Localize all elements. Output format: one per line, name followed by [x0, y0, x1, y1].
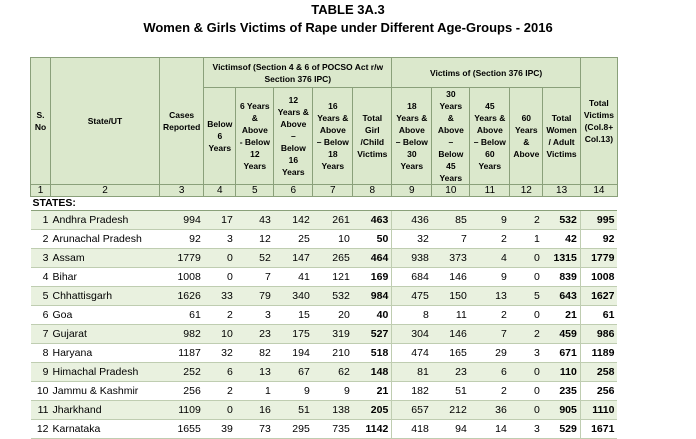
row-value-col-10: 373 — [432, 249, 470, 268]
row-value-col-5: 73 — [236, 420, 274, 439]
row-value-col-4: 17 — [204, 211, 236, 230]
row-value-col-3: 92 — [160, 230, 204, 249]
row-value-col-8: 169 — [353, 268, 392, 287]
row-value-col-4: 2 — [204, 382, 236, 401]
row-value-col-3: 1187 — [160, 344, 204, 363]
row-value-col-14: 256 — [580, 382, 617, 401]
row-sno: 8 — [31, 344, 51, 363]
column-number: 7 — [313, 185, 353, 197]
row-sno: 2 — [31, 230, 51, 249]
row-value-col-5: 3 — [236, 306, 274, 325]
row-value-col-6: 340 — [274, 287, 313, 306]
row-value-col-11: 9 — [470, 268, 510, 287]
row-value-col-4: 0 — [204, 401, 236, 420]
section-label-states: STATES: — [31, 197, 618, 211]
row-value-col-10: 150 — [432, 287, 470, 306]
row-value-col-12: 5 — [510, 287, 543, 306]
row-value-col-7: 265 — [313, 249, 353, 268]
row-sno: 6 — [31, 306, 51, 325]
row-value-col-13: 643 — [543, 287, 581, 306]
row-value-col-14: 1627 — [580, 287, 617, 306]
row-value-col-5: 1 — [236, 382, 274, 401]
column-number: 2 — [51, 185, 160, 197]
row-value-col-7: 62 — [313, 363, 353, 382]
row-value-col-9: 436 — [392, 211, 432, 230]
row-value-col-14: 995 — [580, 211, 617, 230]
row-value-col-4: 2 — [204, 306, 236, 325]
row-value-col-8: 50 — [353, 230, 392, 249]
row-value-col-7: 121 — [313, 268, 353, 287]
row-value-col-12: 3 — [510, 420, 543, 439]
row-value-col-6: 175 — [274, 325, 313, 344]
row-value-col-11: 14 — [470, 420, 510, 439]
row-value-col-3: 1626 — [160, 287, 204, 306]
table-row — [31, 325, 618, 344]
row-value-col-13: 839 — [543, 268, 581, 287]
row-value-col-12: 0 — [510, 382, 543, 401]
row-value-col-13: 905 — [543, 401, 581, 420]
row-value-col-4: 3 — [204, 230, 236, 249]
row-value-col-4: 10 — [204, 325, 236, 344]
column-number: 1 — [31, 185, 51, 197]
row-value-col-8: 1142 — [353, 420, 392, 439]
table-row — [31, 382, 618, 401]
row-value-col-6: 51 — [274, 401, 313, 420]
row-value-col-11: 29 — [470, 344, 510, 363]
row-value-col-8: 464 — [353, 249, 392, 268]
header-sub-col-6: 12 Years & Above – Below 16 Years — [274, 88, 313, 185]
table-number: TABLE 3A.3 — [311, 2, 385, 17]
header-sub-col-4: Below 6 Years — [204, 88, 236, 185]
column-number: 6 — [274, 185, 313, 197]
column-number: 10 — [432, 185, 470, 197]
header-group-pocso: Victimsof (Section 4 & 6 of POCSO Act r/w Section 376 IPC) — [204, 58, 392, 88]
row-value-col-5: 7 — [236, 268, 274, 287]
row-value-col-8: 148 — [353, 363, 392, 382]
row-value-col-8: 527 — [353, 325, 392, 344]
column-number: 8 — [353, 185, 392, 197]
row-value-col-6: 25 — [274, 230, 313, 249]
row-value-col-9: 474 — [392, 344, 432, 363]
row-value-col-12: 0 — [510, 363, 543, 382]
header-sub-col-13: Total Women / Adult Victims — [543, 88, 581, 185]
column-number: 9 — [392, 185, 432, 197]
row-value-col-12: 3 — [510, 344, 543, 363]
header-group-ipc: Victims of (Section 376 IPC) — [392, 58, 581, 88]
header-cases-reported: Cases Reported — [160, 58, 204, 185]
row-value-col-4: 6 — [204, 363, 236, 382]
column-number: 5 — [236, 185, 274, 197]
row-value-col-3: 61 — [160, 306, 204, 325]
row-value-col-7: 735 — [313, 420, 353, 439]
row-value-col-6: 41 — [274, 268, 313, 287]
row-value-col-14: 1189 — [580, 344, 617, 363]
row-value-col-6: 142 — [274, 211, 313, 230]
row-value-col-3: 1655 — [160, 420, 204, 439]
row-value-col-13: 671 — [543, 344, 581, 363]
column-number: 13 — [543, 185, 581, 197]
row-value-col-12: 1 — [510, 230, 543, 249]
row-value-col-10: 146 — [432, 325, 470, 344]
row-value-col-6: 15 — [274, 306, 313, 325]
row-value-col-12: 0 — [510, 249, 543, 268]
row-state-name: Haryana — [51, 344, 160, 363]
row-value-col-13: 21 — [543, 306, 581, 325]
header-sub-col-5: 6 Years & Above - Below 12 Years — [236, 88, 274, 185]
header-sub-col-12: 60 Years & Above — [510, 88, 543, 185]
row-value-col-8: 21 — [353, 382, 392, 401]
row-value-col-9: 81 — [392, 363, 432, 382]
row-sno: 9 — [31, 363, 51, 382]
row-value-col-14: 1110 — [580, 401, 617, 420]
row-value-col-13: 529 — [543, 420, 581, 439]
table-row — [31, 344, 618, 363]
row-value-col-9: 182 — [392, 382, 432, 401]
row-sno: 4 — [31, 268, 51, 287]
table-row — [31, 230, 618, 249]
row-value-col-11: 9 — [470, 211, 510, 230]
row-value-col-11: 2 — [470, 230, 510, 249]
row-value-col-5: 43 — [236, 211, 274, 230]
table-row — [31, 401, 618, 420]
row-value-col-7: 20 — [313, 306, 353, 325]
header-sub-col-10: 30 Years & Above – Below 45 Years — [432, 88, 470, 185]
row-value-col-14: 92 — [580, 230, 617, 249]
row-value-col-3: 994 — [160, 211, 204, 230]
row-state-name: Chhattisgarh — [51, 287, 160, 306]
header-state: State/UT — [51, 58, 160, 185]
table-row — [31, 287, 618, 306]
row-value-col-10: 51 — [432, 382, 470, 401]
row-value-col-12: 0 — [510, 268, 543, 287]
row-state-name: Arunachal Pradesh — [51, 230, 160, 249]
column-number: 12 — [510, 185, 543, 197]
row-value-col-11: 6 — [470, 363, 510, 382]
row-state-name: Jammu & Kashmir — [51, 382, 160, 401]
row-value-col-4: 0 — [204, 249, 236, 268]
row-value-col-13: 235 — [543, 382, 581, 401]
row-value-col-3: 252 — [160, 363, 204, 382]
column-number: 14 — [580, 185, 617, 197]
row-state-name: Andhra Pradesh — [51, 211, 160, 230]
row-sno: 11 — [31, 401, 51, 420]
row-value-col-5: 82 — [236, 344, 274, 363]
header-sub-col-7: 16 Years & Above – Below 18 Years — [313, 88, 353, 185]
table-row — [31, 363, 618, 382]
row-value-col-9: 657 — [392, 401, 432, 420]
row-value-col-8: 205 — [353, 401, 392, 420]
row-value-col-13: 42 — [543, 230, 581, 249]
row-value-col-8: 463 — [353, 211, 392, 230]
row-value-col-12: 0 — [510, 306, 543, 325]
row-value-col-7: 210 — [313, 344, 353, 363]
header-total-victims: Total Victims (Col.8+ Col.13) — [580, 58, 617, 185]
row-value-col-12: 0 — [510, 401, 543, 420]
row-value-col-5: 52 — [236, 249, 274, 268]
row-state-name: Himachal Pradesh — [51, 363, 160, 382]
row-value-col-10: 212 — [432, 401, 470, 420]
row-value-col-13: 1315 — [543, 249, 581, 268]
table-row — [31, 249, 618, 268]
table-row — [31, 420, 618, 439]
row-state-name: Goa — [51, 306, 160, 325]
table-title: Women & Girls Victims of Rape under Different Age-Groups - 2016 — [143, 20, 553, 35]
row-value-col-11: 13 — [470, 287, 510, 306]
row-value-col-8: 40 — [353, 306, 392, 325]
row-value-col-7: 138 — [313, 401, 353, 420]
row-state-name: Karnataka — [51, 420, 160, 439]
row-sno: 3 — [31, 249, 51, 268]
row-value-col-9: 304 — [392, 325, 432, 344]
row-sno: 12 — [31, 420, 51, 439]
row-value-col-6: 147 — [274, 249, 313, 268]
row-value-col-9: 8 — [392, 306, 432, 325]
row-value-col-5: 13 — [236, 363, 274, 382]
row-value-col-6: 194 — [274, 344, 313, 363]
row-value-col-5: 23 — [236, 325, 274, 344]
row-state-name: Jharkhand — [51, 401, 160, 420]
header-sub-col-9: 18 Years & Above – Below 30 Years — [392, 88, 432, 185]
row-value-col-10: 94 — [432, 420, 470, 439]
row-value-col-6: 67 — [274, 363, 313, 382]
row-value-col-10: 85 — [432, 211, 470, 230]
row-value-col-3: 1008 — [160, 268, 204, 287]
row-value-col-14: 1008 — [580, 268, 617, 287]
row-value-col-9: 684 — [392, 268, 432, 287]
row-value-col-8: 984 — [353, 287, 392, 306]
row-value-col-14: 1779 — [580, 249, 617, 268]
header-sub-col-8: Total Girl /Child Victims — [353, 88, 392, 185]
row-value-col-10: 11 — [432, 306, 470, 325]
row-value-col-7: 10 — [313, 230, 353, 249]
row-value-col-10: 165 — [432, 344, 470, 363]
table-row — [31, 268, 618, 287]
row-value-col-14: 986 — [580, 325, 617, 344]
row-value-col-14: 61 — [580, 306, 617, 325]
row-sno: 7 — [31, 325, 51, 344]
row-value-col-5: 16 — [236, 401, 274, 420]
row-value-col-13: 459 — [543, 325, 581, 344]
row-value-col-7: 261 — [313, 211, 353, 230]
row-value-col-3: 256 — [160, 382, 204, 401]
row-value-col-12: 2 — [510, 211, 543, 230]
row-value-col-10: 23 — [432, 363, 470, 382]
row-value-col-9: 475 — [392, 287, 432, 306]
row-state-name: Assam — [51, 249, 160, 268]
row-value-col-5: 12 — [236, 230, 274, 249]
column-number: 11 — [470, 185, 510, 197]
table-row — [31, 306, 618, 325]
row-value-col-3: 1109 — [160, 401, 204, 420]
row-value-col-6: 295 — [274, 420, 313, 439]
row-sno: 5 — [31, 287, 51, 306]
row-sno: 10 — [31, 382, 51, 401]
row-value-col-9: 938 — [392, 249, 432, 268]
row-value-col-4: 39 — [204, 420, 236, 439]
row-value-col-11: 7 — [470, 325, 510, 344]
row-value-col-10: 7 — [432, 230, 470, 249]
row-value-col-5: 79 — [236, 287, 274, 306]
table-row — [31, 211, 618, 230]
header-sub-col-11: 45 Years & Above – Below 60 Years — [470, 88, 510, 185]
row-state-name: Gujarat — [51, 325, 160, 344]
row-value-col-13: 532 — [543, 211, 581, 230]
column-number: 4 — [204, 185, 236, 197]
rape-victims-table — [30, 57, 618, 439]
row-value-col-11: 4 — [470, 249, 510, 268]
row-value-col-3: 982 — [160, 325, 204, 344]
row-value-col-3: 1779 — [160, 249, 204, 268]
row-value-col-4: 33 — [204, 287, 236, 306]
row-value-col-9: 32 — [392, 230, 432, 249]
row-value-col-8: 518 — [353, 344, 392, 363]
row-value-col-14: 258 — [580, 363, 617, 382]
row-value-col-11: 2 — [470, 306, 510, 325]
row-value-col-11: 36 — [470, 401, 510, 420]
column-number: 3 — [160, 185, 204, 197]
row-value-col-13: 110 — [543, 363, 581, 382]
row-value-col-10: 146 — [432, 268, 470, 287]
row-sno: 1 — [31, 211, 51, 230]
row-value-col-9: 418 — [392, 420, 432, 439]
row-value-col-7: 9 — [313, 382, 353, 401]
row-value-col-11: 2 — [470, 382, 510, 401]
row-value-col-12: 2 — [510, 325, 543, 344]
header-sno: S. No — [31, 58, 51, 185]
row-state-name: Bihar — [51, 268, 160, 287]
row-value-col-14: 1671 — [580, 420, 617, 439]
row-value-col-4: 32 — [204, 344, 236, 363]
row-value-col-7: 319 — [313, 325, 353, 344]
row-value-col-6: 9 — [274, 382, 313, 401]
row-value-col-4: 0 — [204, 268, 236, 287]
row-value-col-7: 532 — [313, 287, 353, 306]
